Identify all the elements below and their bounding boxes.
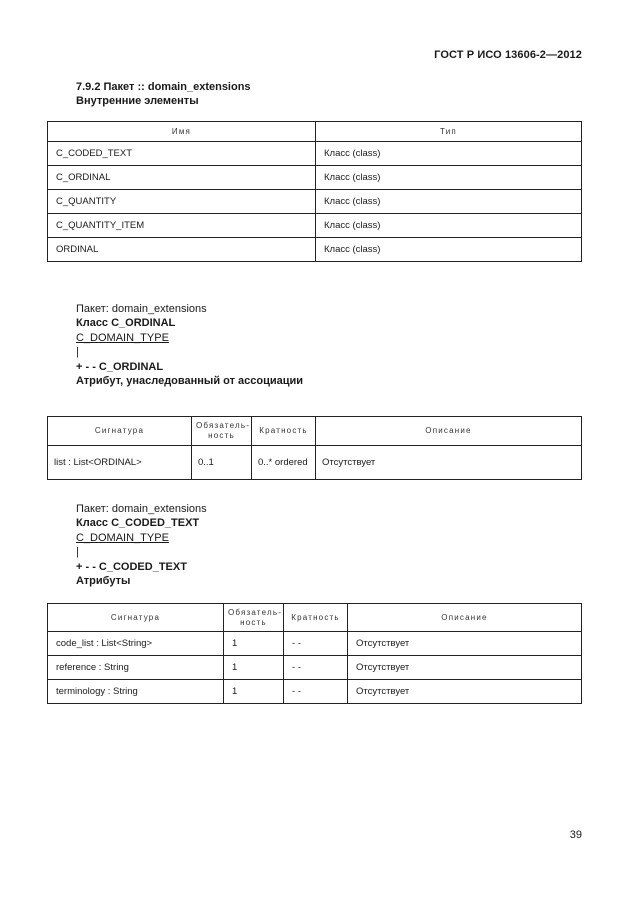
column-header-obligation: Обязатель-ность [192, 417, 252, 446]
cell-signature: list : List<ORDINAL> [48, 446, 192, 480]
ordinal-class-block [76, 302, 303, 388]
hierarchy-pipe: | [76, 546, 79, 559]
parent-class-link: C_DOMAIN_TYPE [76, 331, 169, 344]
cell-name: C_CODED_TEXT [48, 142, 316, 166]
cell-name: ORDINAL [48, 238, 316, 262]
internal-elements-table [47, 121, 582, 262]
cell-multiplicity: - - [284, 656, 348, 680]
attributes-caption: Атрибут, унаследованный от ассоциации [76, 375, 304, 388]
cell-type: Класс (class) [316, 238, 582, 262]
column-header-multiplicity: Кратность [252, 417, 316, 446]
package-line: Пакет: domain_extensions [76, 503, 207, 515]
cell-multiplicity: - - [284, 632, 348, 656]
package-line: Пакет: domain_extensions [76, 303, 207, 315]
section-title: 7.9.2 Пакет :: domain_extensions [76, 81, 251, 93]
column-header-signature: Сигнатура [48, 604, 224, 632]
cell-obligation: 1 [224, 632, 284, 656]
table-row [48, 446, 582, 480]
column-header-multiplicity: Кратность [284, 604, 348, 632]
cell-type: Класс (class) [316, 142, 582, 166]
cell-signature: reference : String [48, 656, 224, 680]
section-subtitle: Внутренние элементы [76, 95, 199, 107]
cell-type: Класс (class) [316, 166, 582, 190]
column-header-type: Тип [316, 122, 582, 142]
cell-multiplicity: 0..* ordered [252, 446, 316, 480]
table-row [48, 680, 582, 704]
cell-description: Отсутствует [316, 446, 582, 480]
table-row [48, 238, 582, 262]
cell-obligation: 0..1 [192, 446, 252, 480]
coded-text-class-block [76, 502, 207, 588]
child-class-line: + - - C_CODED_TEXT [76, 560, 187, 573]
coded-text-attributes-table [47, 603, 582, 704]
column-header-description: Описание [316, 417, 582, 446]
cell-obligation: 1 [224, 680, 284, 704]
table-row [48, 166, 582, 190]
column-header-name: Имя [48, 122, 316, 142]
class-title: Класс C_CODED_TEXT [76, 517, 200, 530]
table-header-row [48, 122, 582, 142]
column-header-description: Описание [348, 604, 582, 632]
cell-name: C_QUANTITY [48, 190, 316, 214]
section-heading [76, 80, 251, 108]
table-row [48, 142, 582, 166]
cell-obligation: 1 [224, 656, 284, 680]
table-header-row [48, 604, 582, 632]
cell-description: Отсутствует [348, 680, 582, 704]
table-row [48, 214, 582, 238]
column-header-signature: Сигнатура [48, 417, 192, 446]
hierarchy-pipe: | [76, 346, 79, 359]
cell-name: C_QUANTITY_ITEM [48, 214, 316, 238]
page-number: 39 [569, 829, 582, 841]
attributes-caption: Атрибуты [76, 575, 131, 588]
table-row [48, 190, 582, 214]
column-header-obligation: Обязатель-ность [224, 604, 284, 632]
cell-description: Отсутствует [348, 632, 582, 656]
cell-signature: code_list : List<String> [48, 632, 224, 656]
standard-header: ГОСТ Р ИСО 13606-2—2012 [434, 49, 582, 61]
table-header-row [48, 417, 582, 446]
child-class-line: + - - C_ORDINAL [76, 360, 164, 373]
table-row [48, 632, 582, 656]
ordinal-attributes-table [47, 416, 582, 480]
cell-signature: terminology : String [48, 680, 224, 704]
table-row [48, 656, 582, 680]
parent-class-link: C_DOMAIN_TYPE [76, 531, 169, 544]
cell-multiplicity: - - [284, 680, 348, 704]
cell-name: C_ORDINAL [48, 166, 316, 190]
cell-type: Класс (class) [316, 190, 582, 214]
class-title: Класс C_ORDINAL [76, 317, 176, 330]
cell-type: Класс (class) [316, 214, 582, 238]
cell-description: Отсутствует [348, 656, 582, 680]
